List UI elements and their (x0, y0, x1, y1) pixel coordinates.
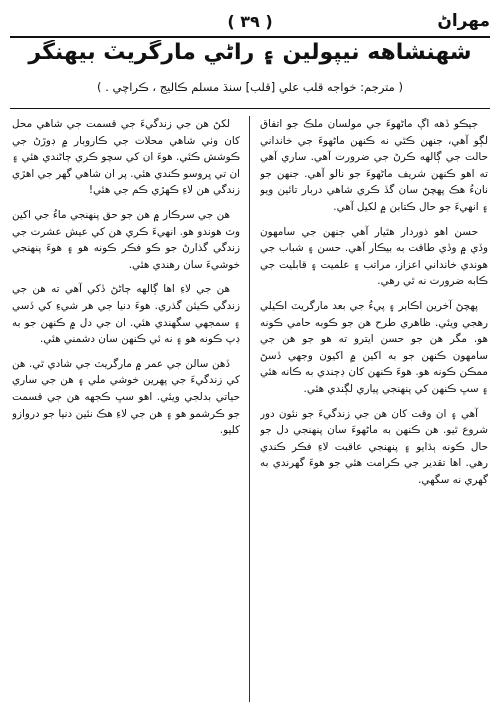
paragraph: حسن اهو ذوردار هٿيار آهي جنهن جي سامهون وڏي ۾ وڏي طاقت به بيڪار آهي. حسن ۽ شباب جي هوندي خانداني اعزاز، مراتب ۽ علميت ۽ قابليت جي ڪابه ضرورت نه ٿي رهي. (260, 225, 488, 288)
paragraph: جيڪو ڏهه اڳ ماڻهوءَ جي مولسان ملڪ جو اتفاق لڳو آهي، جنهن ڪٿي نه ڪنهن ماڻهوءَ جي خانداني حالت جي ڳالهه ڪرڻ جي ضرورت آهي. ساري آهي ته اهو ڪنهن شريف ماڻهوءَ جو نالو آهي. جنهن جو نانءُ هڪ پهچڻ سان گڏ ڪري شاهي دربار تائين ويو ۽ انهيءَ جو حال ڪتابن ۾ لکيل آهي. (260, 118, 488, 213)
text-column-right (260, 116, 488, 702)
article-byline: ( مترجم: خواجه قلب علي [قلب] سنڌ مسلم ڪاليج ، ڪراچي . ) (97, 80, 403, 94)
paragraph: هن جي لاءِ اها ڳالهه ڄاڻڻ ڏکي آهي ته هن جي زندگي ڪيئن گذري. هوءَ دنيا جي هر شيءِ کي ڏسي ۽ سمجهي سگهندي هئي. ان جي دل ۾ ڪنهن جو به ڊپ ڪونه هو ۽ نه ئي ڪنهن سان دشمني هئي. (12, 283, 240, 346)
paragraph: هن جي سرڪار ۾ هن جو حق پنهنجي ماءُ جي اکين وٽ هوندو هو. انهيءَ ڪري هن کي عيش عشرت جي زندگي گذارڻ جو ڪو فڪر ڪونه هو ۽ هوءَ پنهنجي خوشيءَ سان رهندي هئي. (12, 208, 240, 271)
article-title: شهنشاهه نيپولين ۽ راڻي مارگريٽ بيهنگر (28, 40, 472, 65)
paragraph: لکڻ هن جي زندگيءَ جي قسمت جي شاهي محل کان وٺي شاهي محلات جي ڪاروبار ۾ ڊوڙڻ جي ڪوشش ڪئي. هوءَ ان کي سچو ڪري ڄاڻندي هئي ۽ ان تي ڀروسو ڪندي هئي. پر ان شاهي گهر جي اهڙي زندگي هن لاءِ ڪهڙي ڪم جي هئي! (12, 118, 240, 197)
page-header (10, 6, 490, 38)
paragraph: پهچڻ آخرين اڪابر ۽ پيءُ جي بعد مارگريٽ اڪيلي رهجي ويئي. ظاهري طرح هن جو ڪوبه حامي ڪونه هو. مگر هن جو حسن ايترو ته هو جو هن جي سامهون ڪنهن جو به اکين ۾ اکيون وجهي ڏسڻ ممڪن ڪونه هو. هوءَ ڪنهن کان ڊڄندي به ڪانه هئي ۽ سڀ ڪنهن کي پنهنجي پياري لڳندي هئي. (260, 299, 488, 395)
column-divider (249, 116, 250, 702)
paragraph: آهي ۽ ان وقت کان هن جي زندگيءَ جو نئون دور شروع ٿيو. هن ڪنهن به ماڻهوءَ سان پنهنجي دل جو حال ڪونه ٻڌايو ۽ پنهنجي عاقبت لاءِ فڪر ڪندي رهي. اها تقدير جي ڪرامت هئي جو هوءَ گهرندي به گهري نه سگهي. (260, 407, 488, 486)
page-number: ( ۳۹ ) (227, 11, 273, 31)
journal-name: مهراڻ (437, 11, 490, 31)
title-divider (10, 108, 490, 109)
paragraph: ڏهن سالن جي عمر ۾ مارگريٽ جي شادي ٿي. هن کي زندگيءَ جي پهرين خوشي ملي ۽ هن جي ساري حياتي بدلجي ويئي. اهو سڀ ڪجهه هن جي قسمت جو ڪرشمو هو ۽ هن جي لاءِ هڪ نئين دنيا جو دروازو کليو. (12, 357, 240, 437)
text-column-left (12, 116, 240, 702)
